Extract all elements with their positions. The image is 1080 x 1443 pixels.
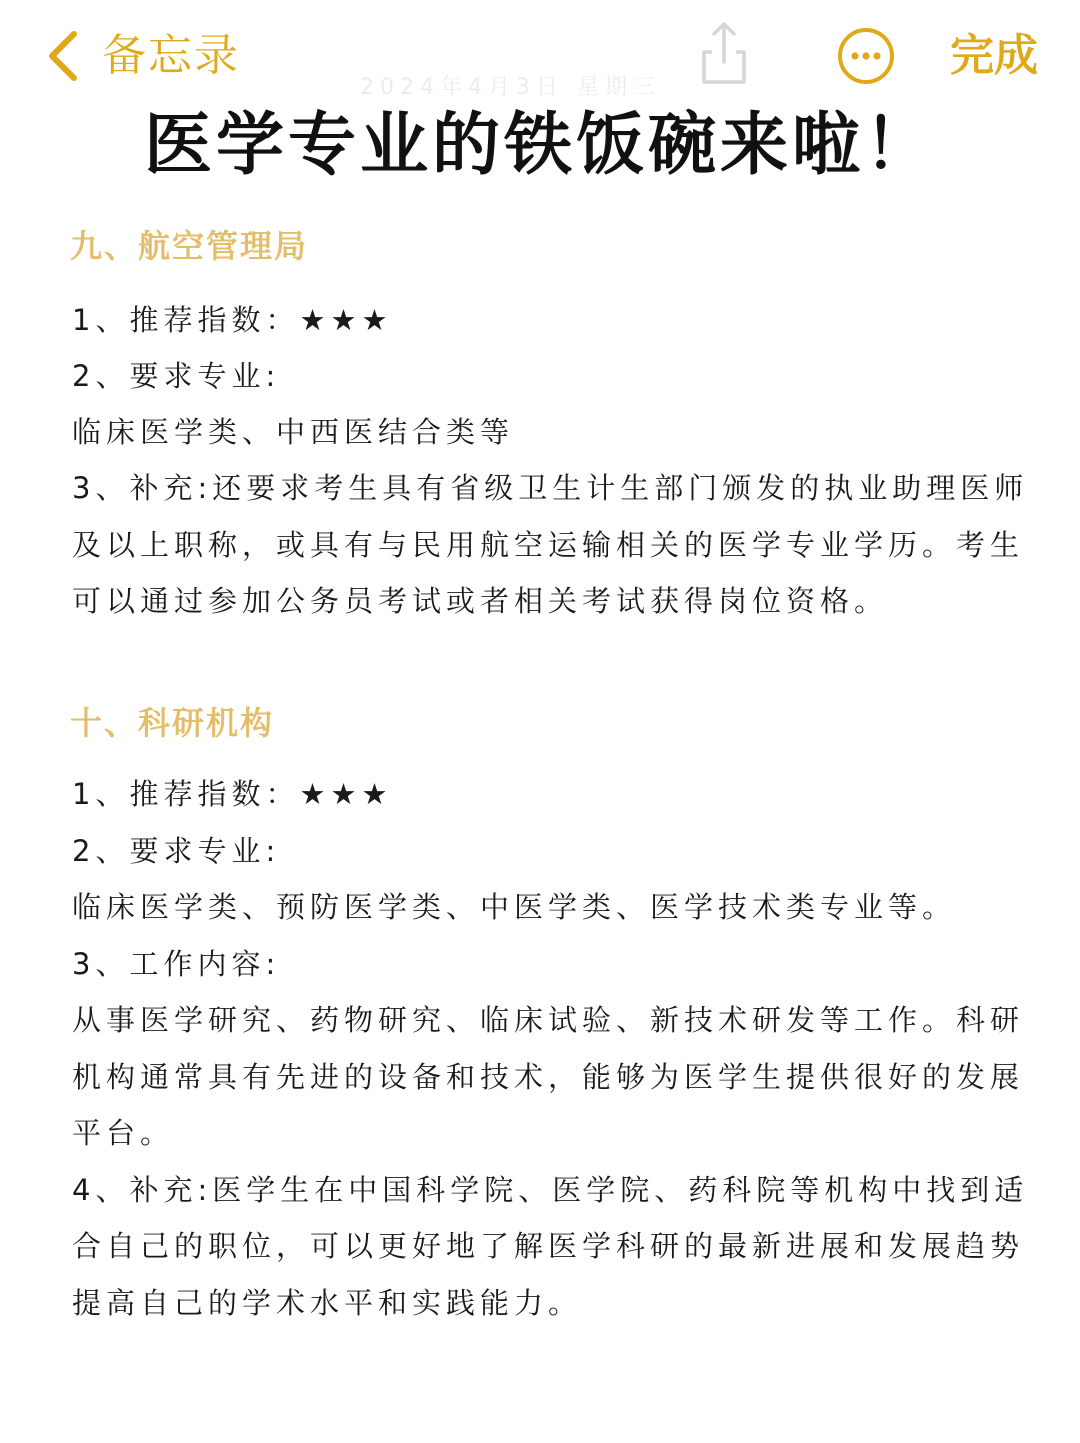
chevron-left-icon [44,28,84,84]
section-line: 3、补充:还要求考生具有省级卫生计生部门颁发的执业助理医师 [72,471,1029,505]
section-line: 可以通过参加公务员考试或者相关考试获得岗位资格。 [72,584,889,618]
share-button[interactable] [696,18,752,88]
section-heading-aviation: 九、航空管理局 [70,227,309,265]
section-line: 机构通常具有先进的设备和技术，能够为医学生提供很好的发展 [72,1060,1025,1094]
section-line: 合自己的职位，可以更好地了解医学科研的最新进展和发展趋势 [72,1229,1025,1263]
more-ellipsis-icon [836,26,896,86]
section-line: 1、推荐指数：★★★ [72,777,393,811]
navigation-bar [0,0,1080,110]
section-line: 临床医学类、中西医结合类等 [72,415,515,449]
section-line: 及以上职称，或具有与民用航空运输相关的医学专业学历。考生 [72,528,1025,562]
section-line: 平台。 [72,1116,175,1150]
section-line: 提高自己的学术水平和实践能力。 [72,1286,583,1320]
section-line: 3、工作内容: [72,947,281,981]
section-heading-research: 十、科研机构 [70,704,275,742]
section-line: 4、补充:医学生在中国科学院、医学院、药科院等机构中找到适 [72,1173,1029,1207]
section-line: 2、要求专业: [72,359,281,393]
note-title: 医学专业的铁饭碗来啦！ [143,106,936,185]
done-button[interactable]: 完成 [950,30,1038,81]
back-label: 备忘录 [102,30,240,81]
section-line: 临床医学类、预防医学类、中医学类、医学技术类专业等。 [72,890,957,924]
share-icon [696,18,752,88]
back-button[interactable] [44,26,240,86]
more-options-button[interactable] [836,26,896,86]
section-line: 从事医学研究、药物研究、临床试验、新技术研发等工作。科研 [72,1003,1025,1037]
note-date: 2024年4月3日 星期三 [360,75,661,100]
section-line: 1、推荐指数：★★★ [72,303,393,337]
section-line: 2、要求专业: [72,834,281,868]
